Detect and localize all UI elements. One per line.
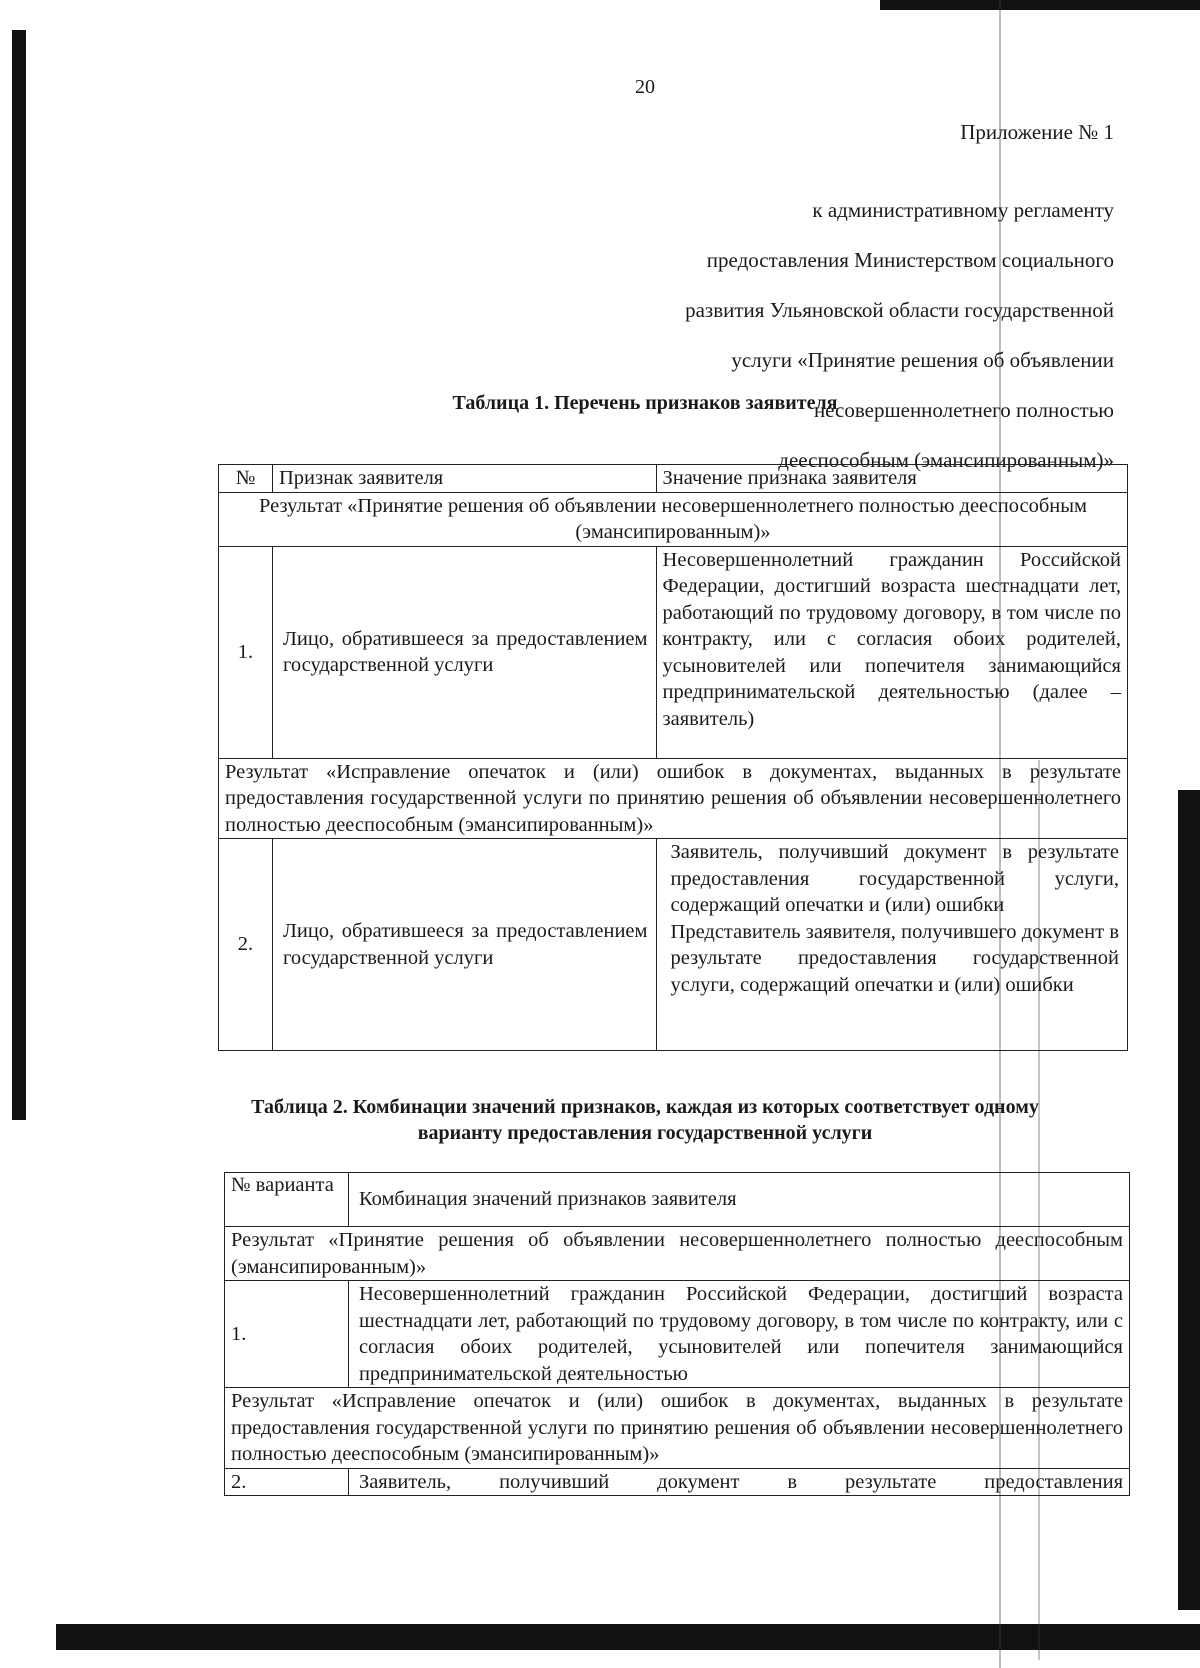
table1-row1-sign: Лицо, обратившееся за предоставлением государственной услуги	[272, 546, 656, 758]
table2-row1-num: 1.	[225, 1281, 349, 1388]
page-number: 20	[635, 76, 655, 98]
table1-row2-value-a: Заявитель, получивший документ в результате предоставления государственной услуги, содержащий опечатки и (или) ошибки	[670, 841, 1119, 916]
table1	[218, 464, 1128, 1051]
table2-heading-line: варианту предоставления государственной услуги	[417, 1122, 873, 1144]
appendix-subtitle-line: дееспособным (эмансипированным)»	[778, 448, 1114, 472]
table1-header-sign: Признак заявителя	[272, 465, 656, 493]
scan-edge-right	[1178, 790, 1200, 1610]
table2-heading	[0, 1094, 1200, 1146]
scan-edge-top	[880, 0, 1200, 10]
scan-edge-left	[12, 30, 26, 1120]
table2-header-value: Комбинация значений признаков заявителя	[348, 1173, 1129, 1227]
appendix-title: Приложение № 1	[960, 120, 1114, 144]
table1-header-row	[219, 465, 1128, 493]
table-row	[225, 1468, 1130, 1496]
table2-result-row	[225, 1227, 1130, 1281]
table1-result-1: Результат «Принятие решения об объявлении несовершеннолетнего полностью дееспособным (эмансипированным)»	[219, 492, 1128, 546]
table2-header-row	[225, 1173, 1130, 1227]
table1-row2-value-b: Представитель заявителя, получившего документ в результате предоставления государственной услуги, содержащий опечатки и (или) ошибки	[670, 920, 1119, 996]
table1-header-value: Значение признака заявителя	[656, 465, 1127, 493]
appendix-subtitle-line: развития Ульяновской области государственной	[685, 298, 1114, 322]
table2-result-1: Результат «Принятие решения об объявлении несовершеннолетнего полностью дееспособным (эмансипированным)»	[225, 1227, 1130, 1281]
table1-header-num: №	[219, 465, 273, 493]
table-row	[219, 546, 1128, 758]
appendix-subtitle-line: услуги «Принятие решения об объявлении	[731, 348, 1114, 372]
table1-heading: Таблица 1. Перечень признаков заявителя	[452, 392, 838, 414]
table1-row2-sign: Лицо, обратившееся за предоставлением государственной услуги	[272, 839, 656, 1051]
table1-row2-num: 2.	[219, 839, 273, 1051]
table-row	[225, 1281, 1130, 1388]
scan-edge-bottom	[56, 1624, 1200, 1650]
table1-result-row	[219, 758, 1128, 839]
table2-result-row	[225, 1388, 1130, 1469]
table1-row1-num: 1.	[219, 546, 273, 758]
table1-result-row	[219, 492, 1128, 546]
table1-result-2: Результат «Исправление опечаток и (или) ошибок в документах, выданных в результате предоставления государственной услуги по принятию решения об объявлении несовершеннолетнего полностью дееспособным (эмансипированным)»	[219, 758, 1128, 839]
table-row	[219, 839, 1128, 1051]
table1-row2-value	[656, 839, 1127, 1051]
table2-row2-value: Заявитель, получивший документ в результате предоставления	[348, 1468, 1129, 1496]
appendix-subtitle-line: к административному регламенту	[812, 198, 1114, 222]
appendix-subtitle-line: несовершеннолетнего полностью	[813, 398, 1114, 422]
table2-row2-num: 2.	[225, 1468, 349, 1496]
appendix-subtitle	[685, 173, 1114, 498]
table2-result-2: Результат «Исправление опечаток и (или) ошибок в документах, выданных в результате предоставления государственной услуги по принятию решения об объявлении несовершеннолетнего полностью дееспособным (эмансипированным)»	[225, 1388, 1130, 1469]
table2-header-num: № варианта	[225, 1173, 349, 1227]
table1-row1-value: Несовершеннолетний гражданин Российской Федерации, достигший возраста шестнадцати лет, работающий по трудовому договору, в том числе по контракту, или с согласия обоих родителей, усыновителей или попечителя занимающийся предпринимательской деятельностью (далее – заявитель)	[656, 546, 1127, 758]
table2-row1-value: Несовершеннолетний гражданин Российской Федерации, достигший возраста шестнадцати лет, работающий по трудовому договору, в том числе по контракту, или с согласия обоих родителей, усыновителей или попечителя занимающийся предпринимательской деятельностью	[348, 1281, 1129, 1388]
table2-heading-line: Таблица 2. Комбинации значений признаков, каждая из которых соответствует одному	[251, 1096, 1039, 1118]
appendix-subtitle-line: предоставления Министерством социального	[706, 248, 1114, 272]
table2	[224, 1172, 1130, 1496]
